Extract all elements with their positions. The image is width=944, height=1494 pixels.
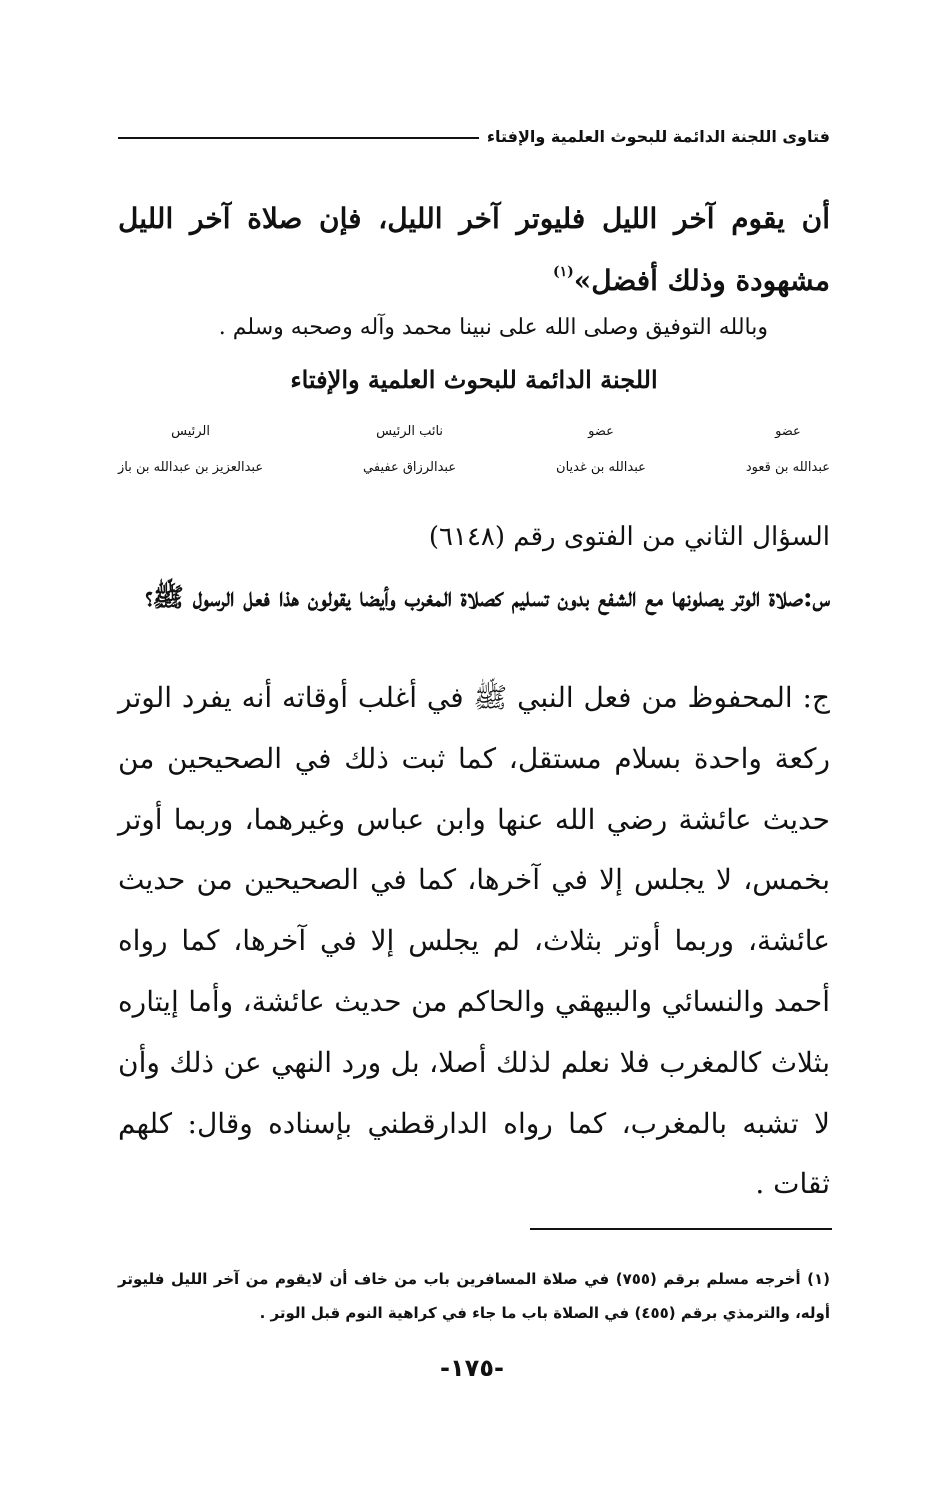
signature-role: عضو	[588, 424, 614, 439]
running-header	[118, 116, 830, 156]
signature-member-2	[556, 420, 646, 480]
signature-role: الرئيس	[171, 424, 210, 439]
question-paragraph: س:صلاة الوتر يصلونها مع الشفع بدون تسليم كصلاة المغرب وأيضا يقولون هذا فعل الرسول ﷺ؟	[145, 583, 830, 613]
page-number: -١٧٥-	[440, 1354, 504, 1382]
running-header-rule	[118, 137, 479, 139]
signature-name: عبدالرزاق عفيفي	[363, 460, 457, 475]
signature-role: نائب الرئيس	[376, 424, 444, 439]
running-header-title: فتاوى اللجنة الدائمة للبحوث العلمية والإفتاء	[486, 126, 830, 146]
intro-text: أن يقوم آخر الليل فليوتر آخر الليل، فإن صلاة آخر الليل مشهودة وذلك أفضل»	[118, 202, 830, 297]
intro-paragraph	[118, 188, 830, 312]
committee-title: اللجنة الدائمة للبحوث العلمية والإفتاء	[290, 365, 658, 394]
footnote: (١) أخرجه مسلم برقم (٧٥٥) في صلاة المسافرين باب من خاف أن لايقوم من آخر الليل فليوتر أوله، والترمذي برقم (٤٥٥) في الصلاة باب ما جاء في كراهية النوم قبل الوتر .	[118, 1270, 830, 1322]
signature-table	[118, 420, 830, 480]
closing-line: وبالله التوفيق وصلى الله على نبينا محمد وآله وصحبه وسلم .	[218, 315, 768, 340]
footnote-separator	[530, 1228, 832, 1230]
signature-role: عضو	[775, 424, 801, 439]
signature-name: عبدالعزيز بن عبدالله بن باز	[118, 460, 264, 475]
footnote-marker: (١)	[552, 264, 574, 280]
signature-chair	[118, 420, 263, 480]
fatwa-heading: السؤال الثاني من الفتوى رقم (٦١٤٨)	[428, 522, 830, 552]
signature-name: عبدالله بن غديان	[556, 460, 646, 475]
signature-member-1	[746, 420, 830, 480]
signature-vice-chair	[363, 420, 456, 480]
signature-name: عبدالله بن قعود	[745, 460, 830, 475]
answer-paragraph: ج: المحفوظ من فعل النبي ﷺ في أغلب أوقاته أنه يفرد الوتر ركعة واحدة بسلام مستقل، كما ثبت ذلك في الصحيحين من حديث عائشة رضي الله عنها وابن عباس وغيرهما، وربما أوتر بخمس، لا يجلس إلا في آخرها، كما في الصحيحين من حديث عائشة، وربما أوتر بثلاث، لم يجلس إلا في آخرها، كما رواه أحمد والنسائي والبيهقي والحاكم من حديث عائشة، وأما إيتاره بثلاث كالمغرب فلا نعلم لذلك أصلا، بل ورد النهي عن ذلك وأن لا تشبه بالمغرب، كما رواه الدارقطني بإسناده وقال: كلهم ثقات .	[118, 681, 830, 1201]
